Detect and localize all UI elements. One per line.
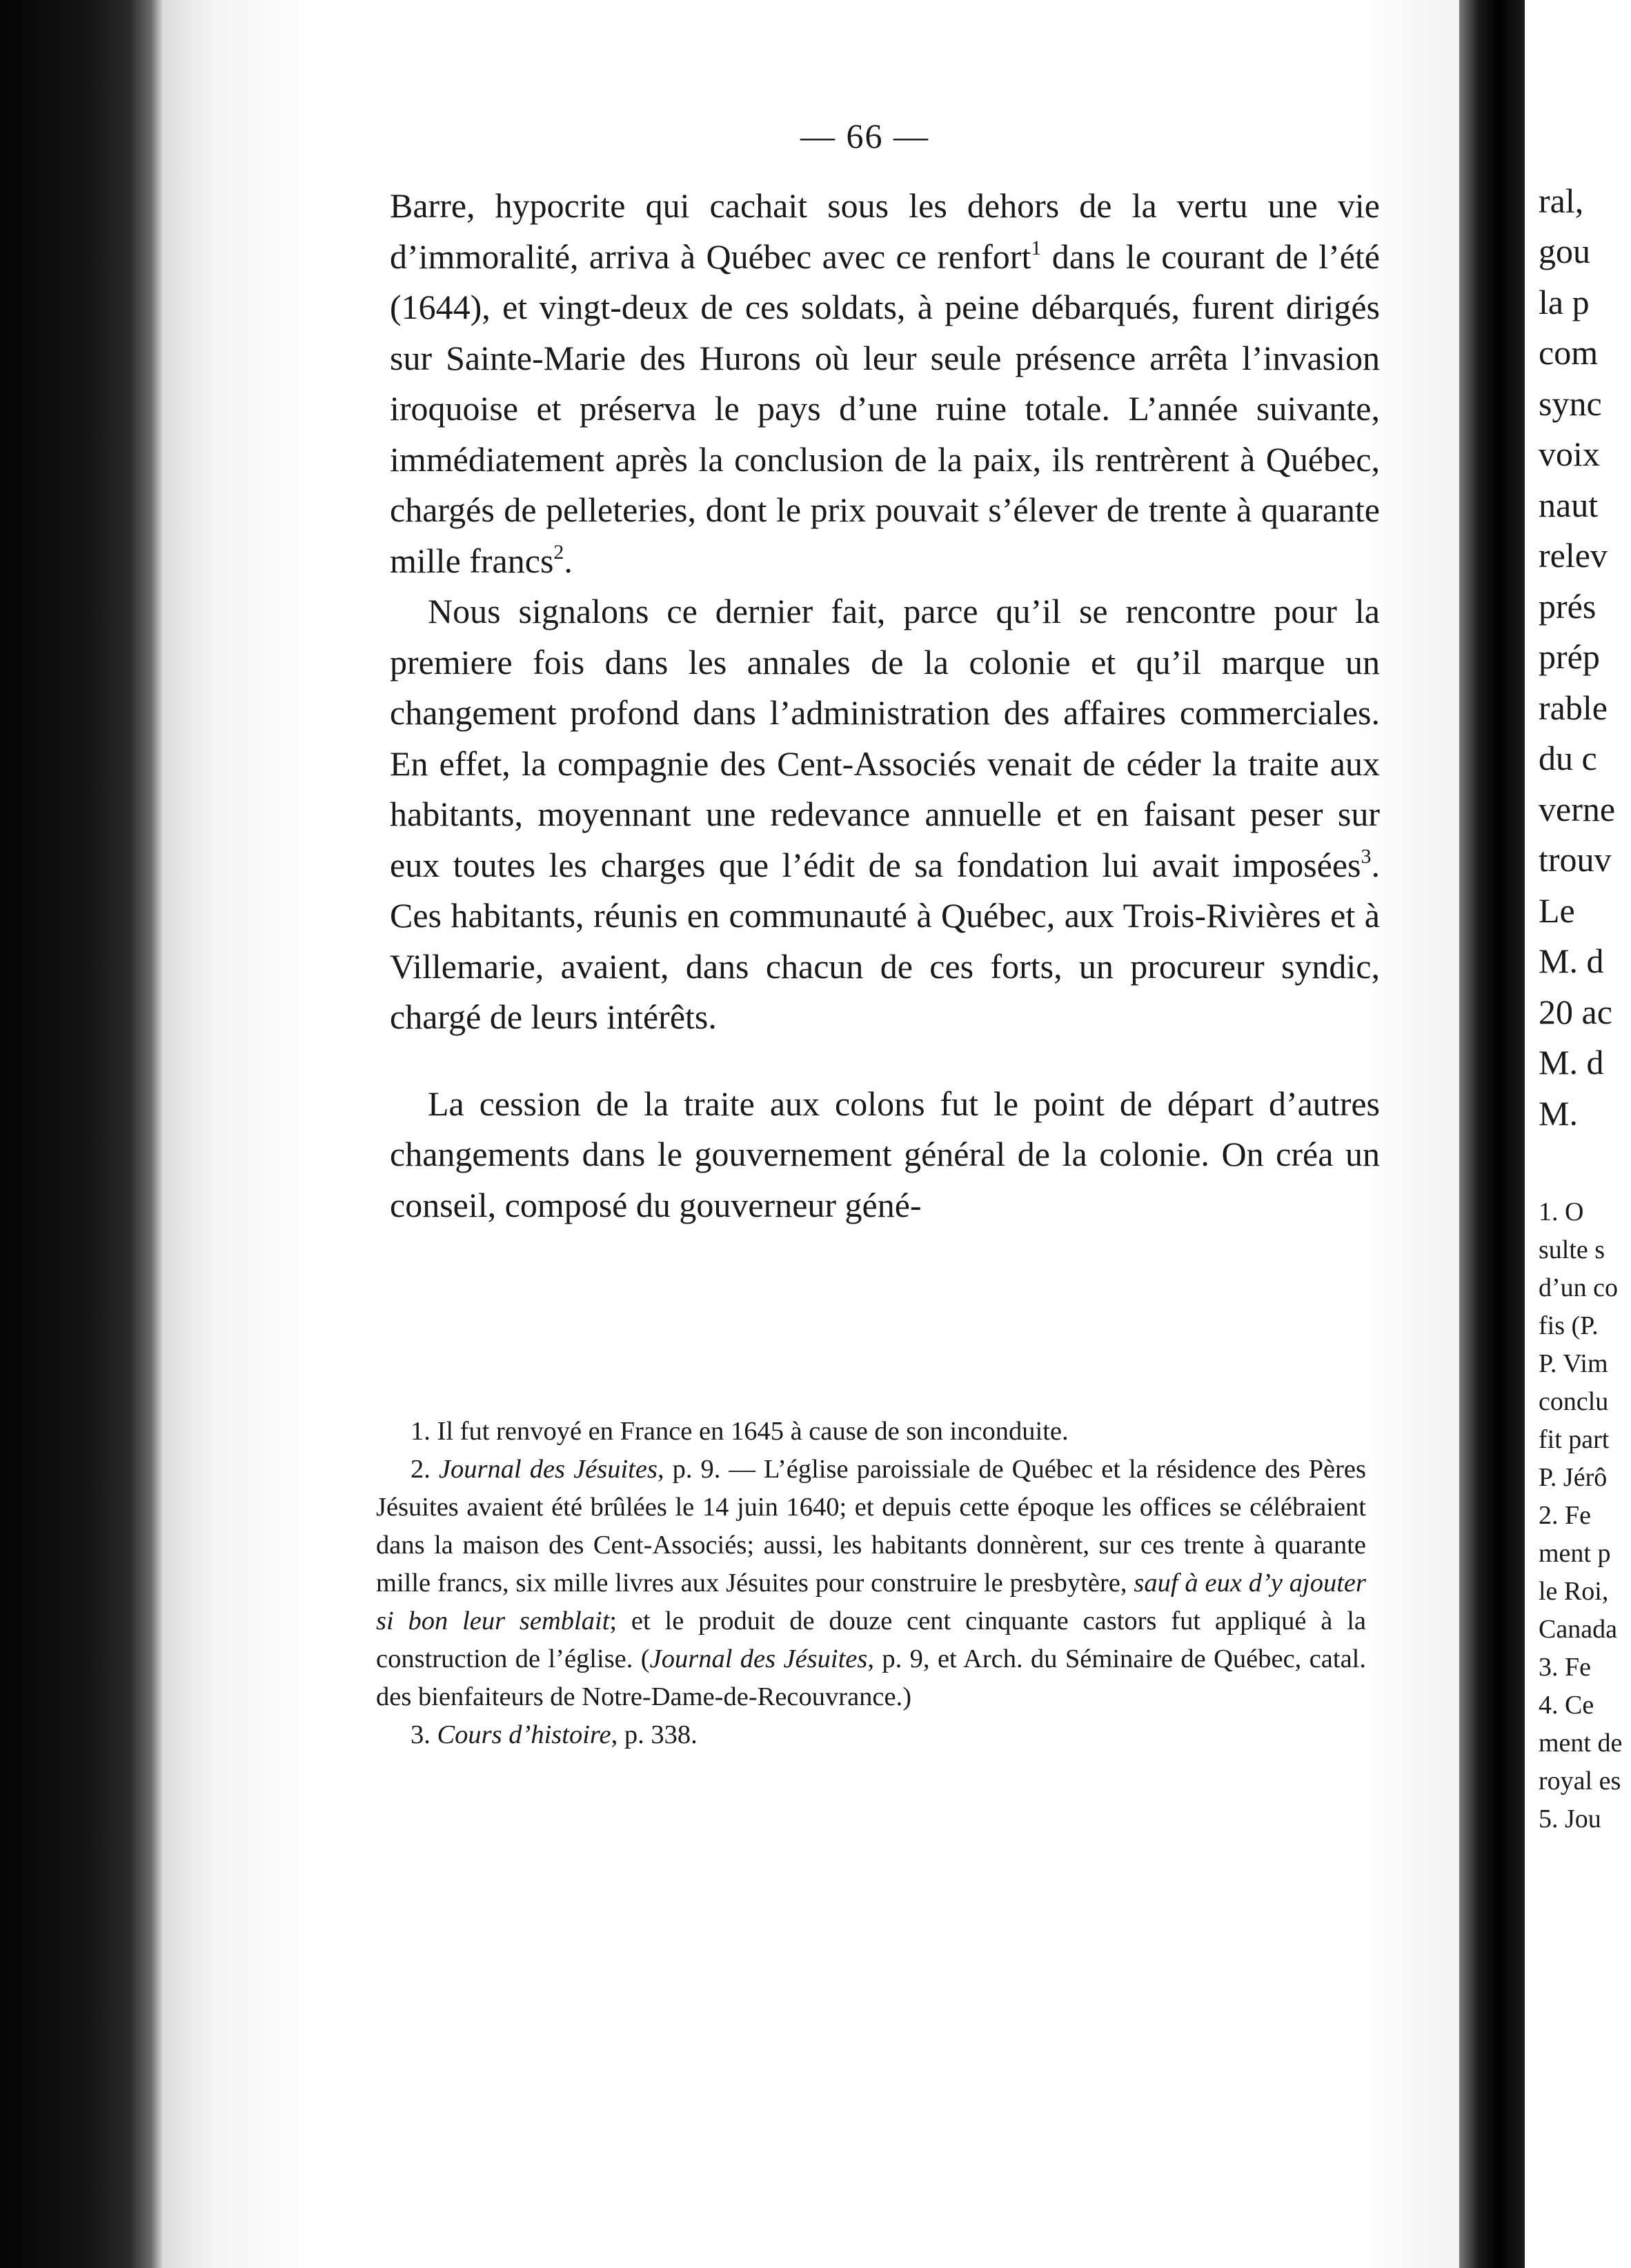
footnote [376,1451,1366,1716]
text-run: Barre, hypocrite qui cachait sous les dehors de la vertu une vie d’immoralité, arriva à Québec avec ce renfort [390,186,1380,276]
adjacent-page-line: Le [1539,891,1575,930]
text-run: dans le courant de l’été (1644), et vingt-deux de ces soldats, à peine débarqués, furent dirigés sur Sainte-Marie des Hurons où leur seule présence arrêta l’invasion iroquoise et préserva le pays d’une ruine totale. L’année suivante, immédiatement après la conclusion de la paix, ils rentrèrent à Québec, chargés de pelleteries, dont le prix pouvait s’élever de trente à quarante mille francs [390,237,1380,580]
adjacent-page-line: voix [1539,435,1600,473]
adjacent-page-fragment [1525,0,1631,2268]
footnote-ref: 1 [1031,236,1042,259]
adjacent-page-footnote-line: sulte s [1539,1235,1605,1264]
adjacent-page-footnote-line: P. Vim [1539,1349,1608,1378]
book-spine-shadow [1459,0,1525,2268]
adjacent-page-footnote-line: 5. Jou [1539,1804,1601,1833]
footnote-ref: 3 [1361,844,1372,868]
adjacent-page-line: relev [1539,536,1608,575]
footnote-ref: 2 [553,540,564,564]
adjacent-page-line: naut [1539,486,1599,524]
footnote [376,1716,1366,1754]
main-text-body [390,181,1380,1231]
footnotes [376,1413,1366,1754]
adjacent-page-line: sync [1539,384,1602,423]
text-run: . [564,541,573,580]
adjacent-page-line: M. [1539,1094,1578,1133]
adjacent-page-footnote-line: 1. O [1539,1197,1584,1226]
italic-citation: Cours d’histoire [437,1720,611,1749]
adjacent-page-line: prép [1539,637,1600,676]
text-run: ; et le produit de douze cent cinquante castors fut appliqué à la construction de l’église. ( [376,1606,1366,1673]
adjacent-page-footnote-line: ment p [1539,1539,1611,1568]
adjacent-page-line: du c [1539,739,1597,777]
paragraph [390,1079,1380,1231]
adjacent-page-footnote-line: 2. Fe [1539,1501,1591,1530]
text-run: , p. 338. [611,1720,698,1749]
adjacent-page-line: com [1539,333,1599,372]
text-run: , p. 9, et Arch. du Séminaire de Québec, catal. des bienfaiteurs de Notre-Dame-de-Recouvrance.) [376,1644,1366,1711]
adjacent-page-footnote-line: fis (P. [1539,1311,1599,1340]
text-run: Nous signalons ce dernier fait, parce qu’il se rencontre pour la premiere fois dans les annales de la colonie et qu’il marque un changement profond dans l’administration des affaires commerciales. En effet, la compagnie des Cent-Associés venait de céder la traite aux habitants, moyennant une redevance annuelle et en faisant peser sur eux toutes les charges que l’édit de sa fondation lui avait imposées [390,592,1380,884]
adjacent-page-footnote-line: 4. Ce [1539,1691,1594,1720]
italic-citation: Journal des Jésuites [438,1455,658,1484]
adjacent-page-line: trouv [1539,840,1612,879]
footnote [376,1413,1366,1451]
adjacent-page-footnote-line: royal es [1539,1767,1621,1796]
adjacent-page-line: ral, [1539,181,1584,220]
adjacent-page-footnote-line: d’un co [1539,1273,1619,1302]
adjacent-page-line: 20 ac [1539,993,1612,1031]
italic-citation: sauf à eux d’y ajouter si bon leur semblait [376,1569,1366,1635]
adjacent-page-footnote-line: fit part [1539,1425,1610,1454]
text-run: La cession de la traite aux colons fut le point de départ d’autres changements dans le gouvernement général de la colonie. On créa un conseil, composé du gouverneur géné- [390,1084,1380,1224]
adjacent-page-line: verne [1539,790,1616,828]
paragraph [390,586,1380,1043]
adjacent-page-footnote-line: Canada [1539,1615,1617,1644]
page-number: — 66 — [800,117,929,155]
text-run: . Ces habitants, réunis en communauté à Québec, aux Trois-Rivières et à Villemarie, avaient, dans chacun de ces forts, un procureur syndic, chargé de leurs intérêts. [390,845,1380,1036]
adjacent-page-footnote-line: 3. Fe [1539,1653,1591,1682]
adjacent-page-line: M. d [1539,1043,1604,1082]
text-run: , p. 9. — L’église paroissiale de Québec et la résidence des Pères Jésuites avaient été brûlées le 14 juin 1640; et depuis cette époque les offices se célébraient dans la maison des Cent-Associés; aussi, les habitants donnèrent, sur ces trente à quarante mille francs, six mille livres aux Jésuites pour construire le presbytère, [376,1455,1367,1598]
adjacent-page-footnote-line: le Roi, [1539,1577,1609,1606]
italic-citation: Journal des Jésuites [649,1644,868,1673]
adjacent-page-line: rable [1539,688,1608,727]
adjacent-page-line: prés [1539,587,1597,626]
adjacent-page-footnote-line: conclu [1539,1387,1609,1416]
adjacent-page-line: la p [1539,283,1590,321]
paragraph [390,181,1380,586]
book-binding-shadow [0,0,162,2268]
text-run: 1. Il fut renvoyé en France en 1645 à cause de son inconduite. [411,1417,1069,1446]
adjacent-page-footnote-line: ment de [1539,1729,1623,1758]
text-run: 3. [411,1720,437,1749]
adjacent-page-footnote-line: P. Jérô [1539,1463,1608,1492]
adjacent-page-line: M. d [1539,942,1604,980]
adjacent-page-line: gou [1539,232,1590,270]
text-run: 2. [411,1455,439,1484]
